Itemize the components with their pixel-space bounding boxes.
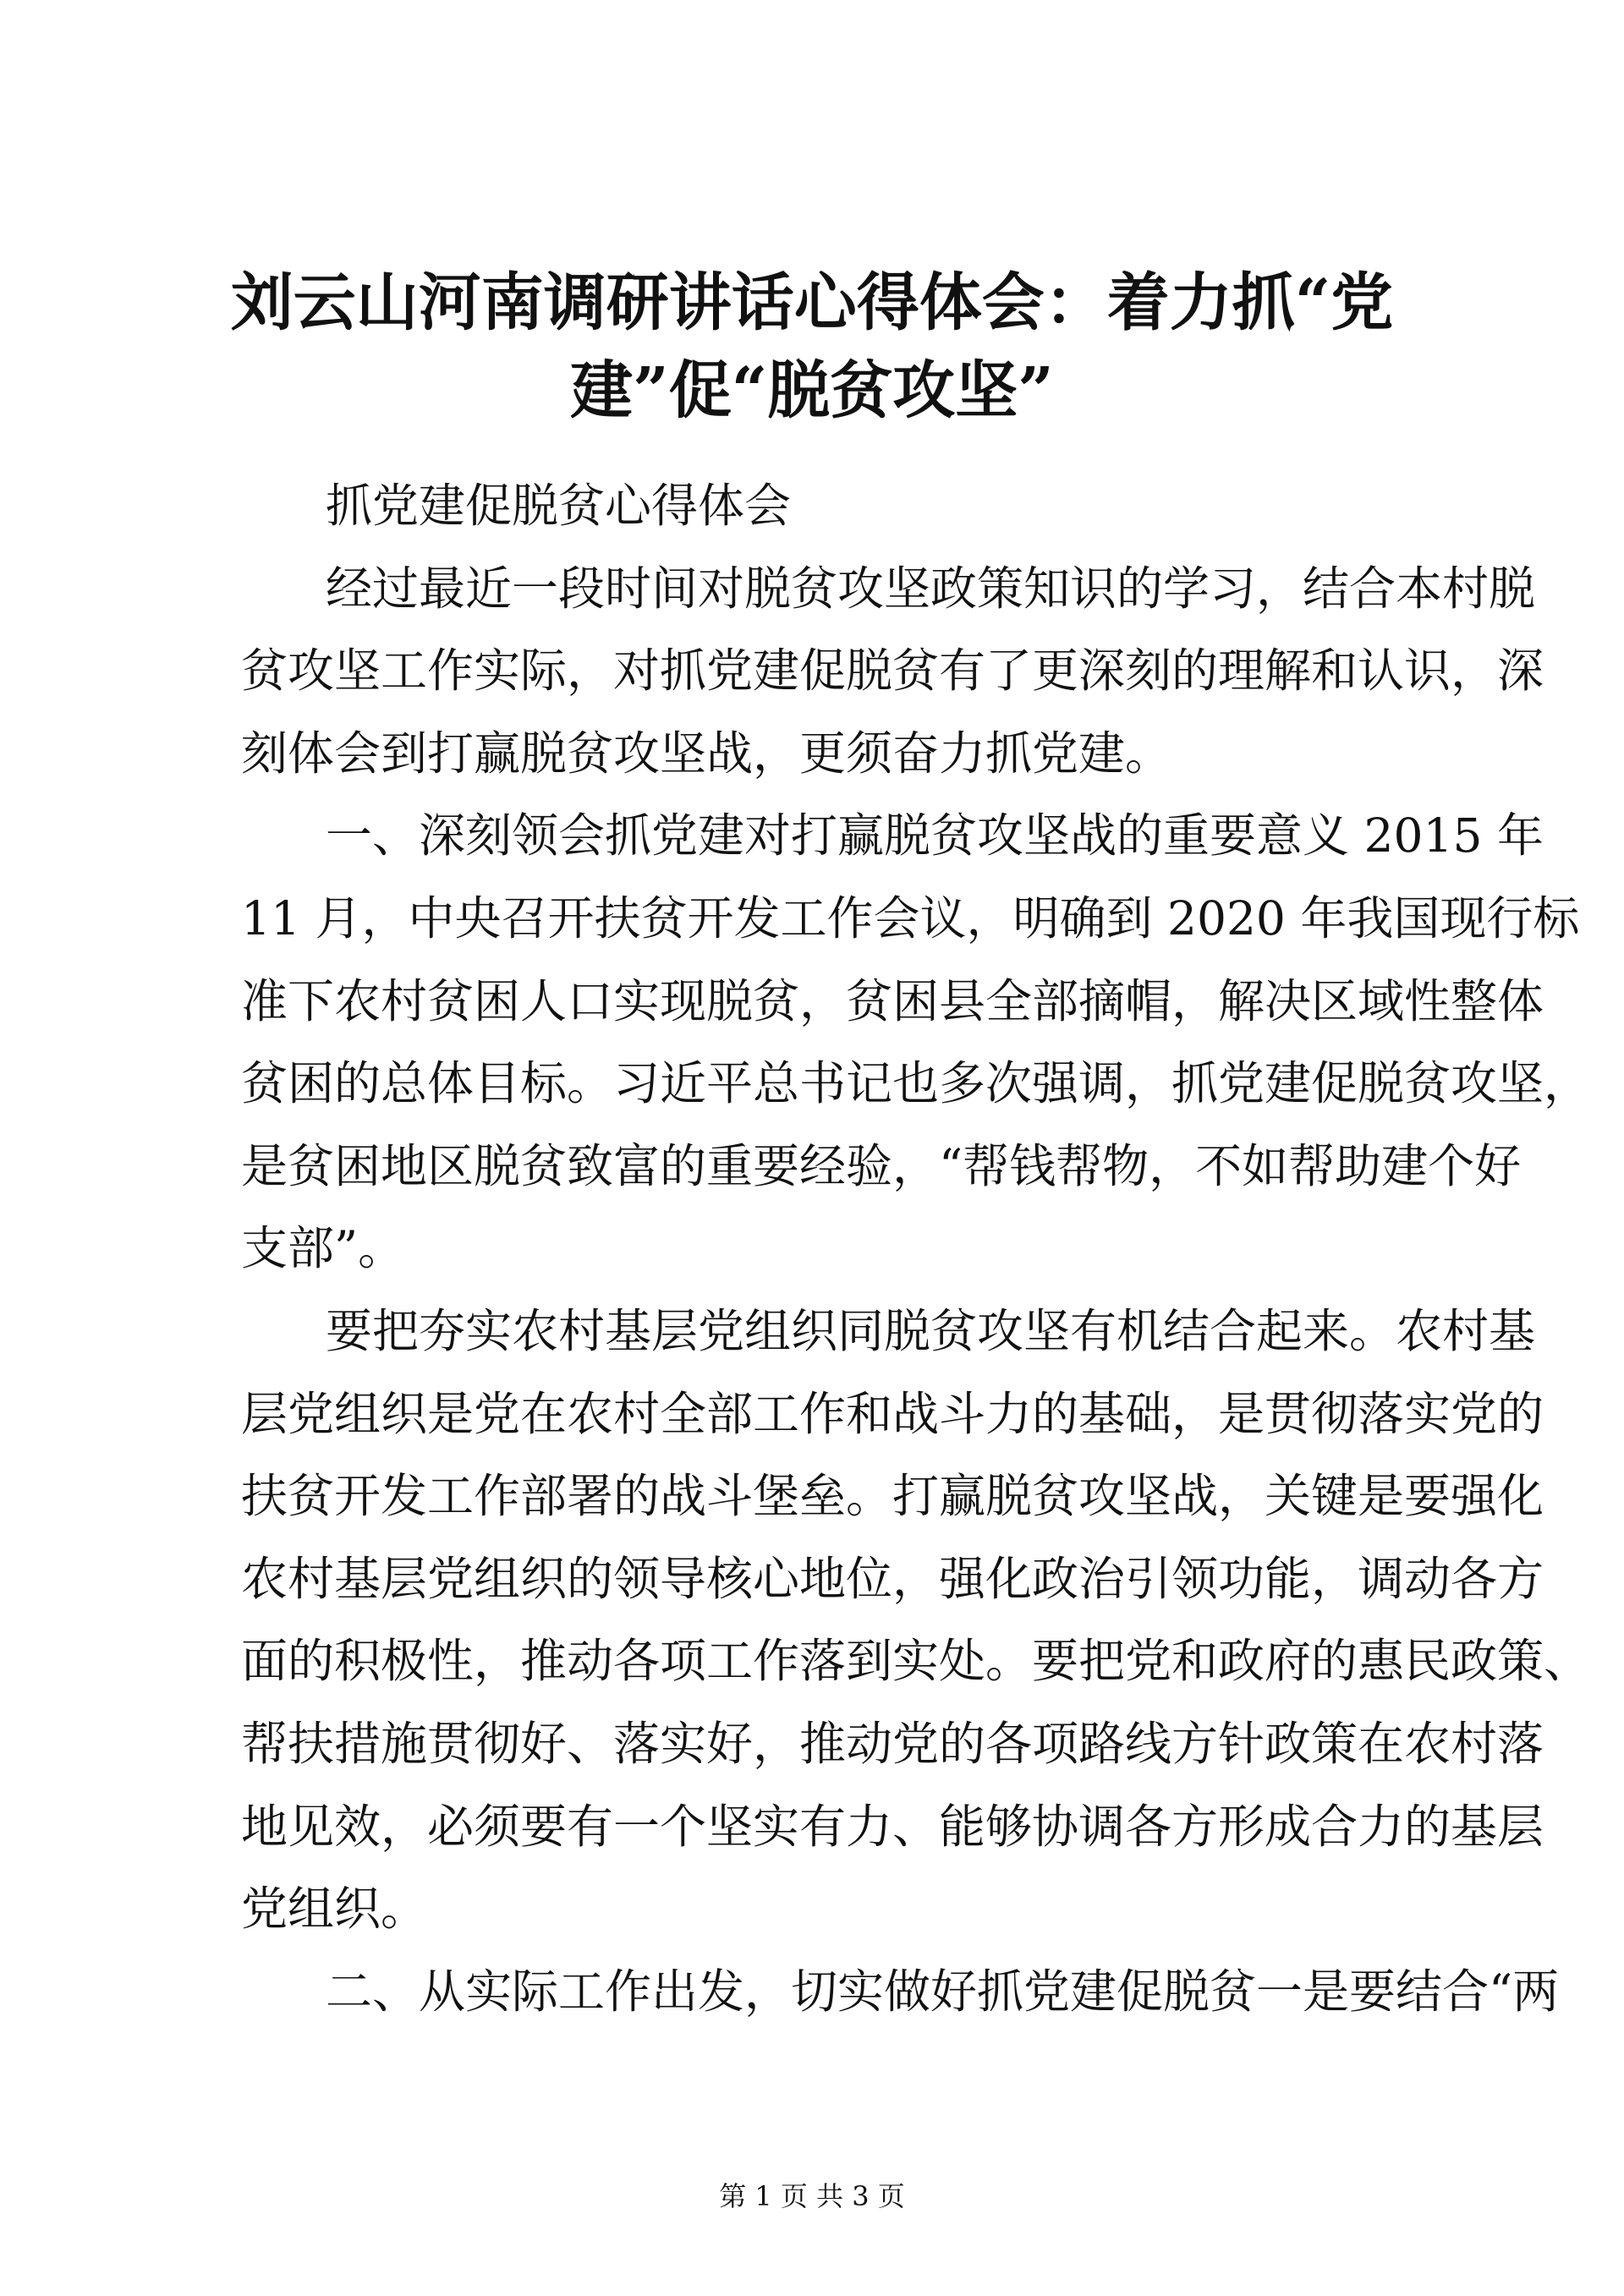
paragraph-line: 刻体会到打赢脱贫攻坚战，更须奋力抓党建。 [241,726,1172,781]
paragraph-line: 经过最近一段时间对脱贫攻坚政策知识的学习，结合本村脱 [326,561,1536,616]
paragraph-line: 一、深刻领会抓党建对打赢脱贫攻坚战的重要意义 2015 年 [326,808,1544,863]
paragraph-line: 贫攻坚工作实际，对抓党建促脱贫有了更深刻的理解和认识，深 [241,644,1544,699]
document-subtitle: 抓党建促脱贫心得体会 [326,479,792,533]
paragraph-line: 要把夯实农村基层党组织同脱贫攻坚有机结合起来。农村基 [326,1304,1536,1358]
page-number-footer: 第 1 页 共 3 页 [719,2180,905,2212]
document-title-line-1: 刘云山河南调研讲话心得体会：着力抓“党 [230,266,1394,339]
document-title-line-2: 建”促“脱贫攻坚” [570,354,1054,427]
paragraph-line: 层党组织是党在农村全部工作和战斗力的基础，是贯彻落实党的 [241,1386,1544,1441]
paragraph-line: 帮扶措施贯彻好、落实好，推动党的各项路线方针政策在农村落 [241,1717,1544,1771]
paragraph-line: 党组织。 [241,1882,428,1937]
paragraph-line: 扶贫开发工作部署的战斗堡垒。打赢脱贫攻坚战，关键是要强化 [241,1469,1544,1524]
paragraph-line: 准下农村贫困人口实现脱贫，贫困县全部摘帽，解决区域性整体 [241,973,1544,1028]
paragraph-line: 农村基层党组织的领导核心地位，强化政治引领功能，调动各方 [241,1551,1544,1606]
paragraph-line: 贫困的总体目标。习近平总书记也多次强调，抓党建促脱贫攻坚， [241,1056,1591,1111]
paragraph-line: 二、从实际工作出发，切实做好抓党建促脱贫一是要结合“两 [326,1964,1560,2019]
paragraph-line: 地见效，必须要有一个坚实有力、能够协调各方形成合力的基层 [241,1799,1544,1854]
paragraph-line: 支部”。 [241,1221,405,1276]
paragraph-line: 11 月，中央召开扶贫开发工作会议，明确到 2020 年我国现行标 [241,891,1580,945]
paragraph-line: 是贫困地区脱贫致富的重要经验，“帮钱帮物，不如帮助建个好 [241,1138,1522,1193]
paragraph-line: 面的积极性，推动各项工作落到实处。要把党和政府的惠民政策、 [241,1634,1591,1689]
